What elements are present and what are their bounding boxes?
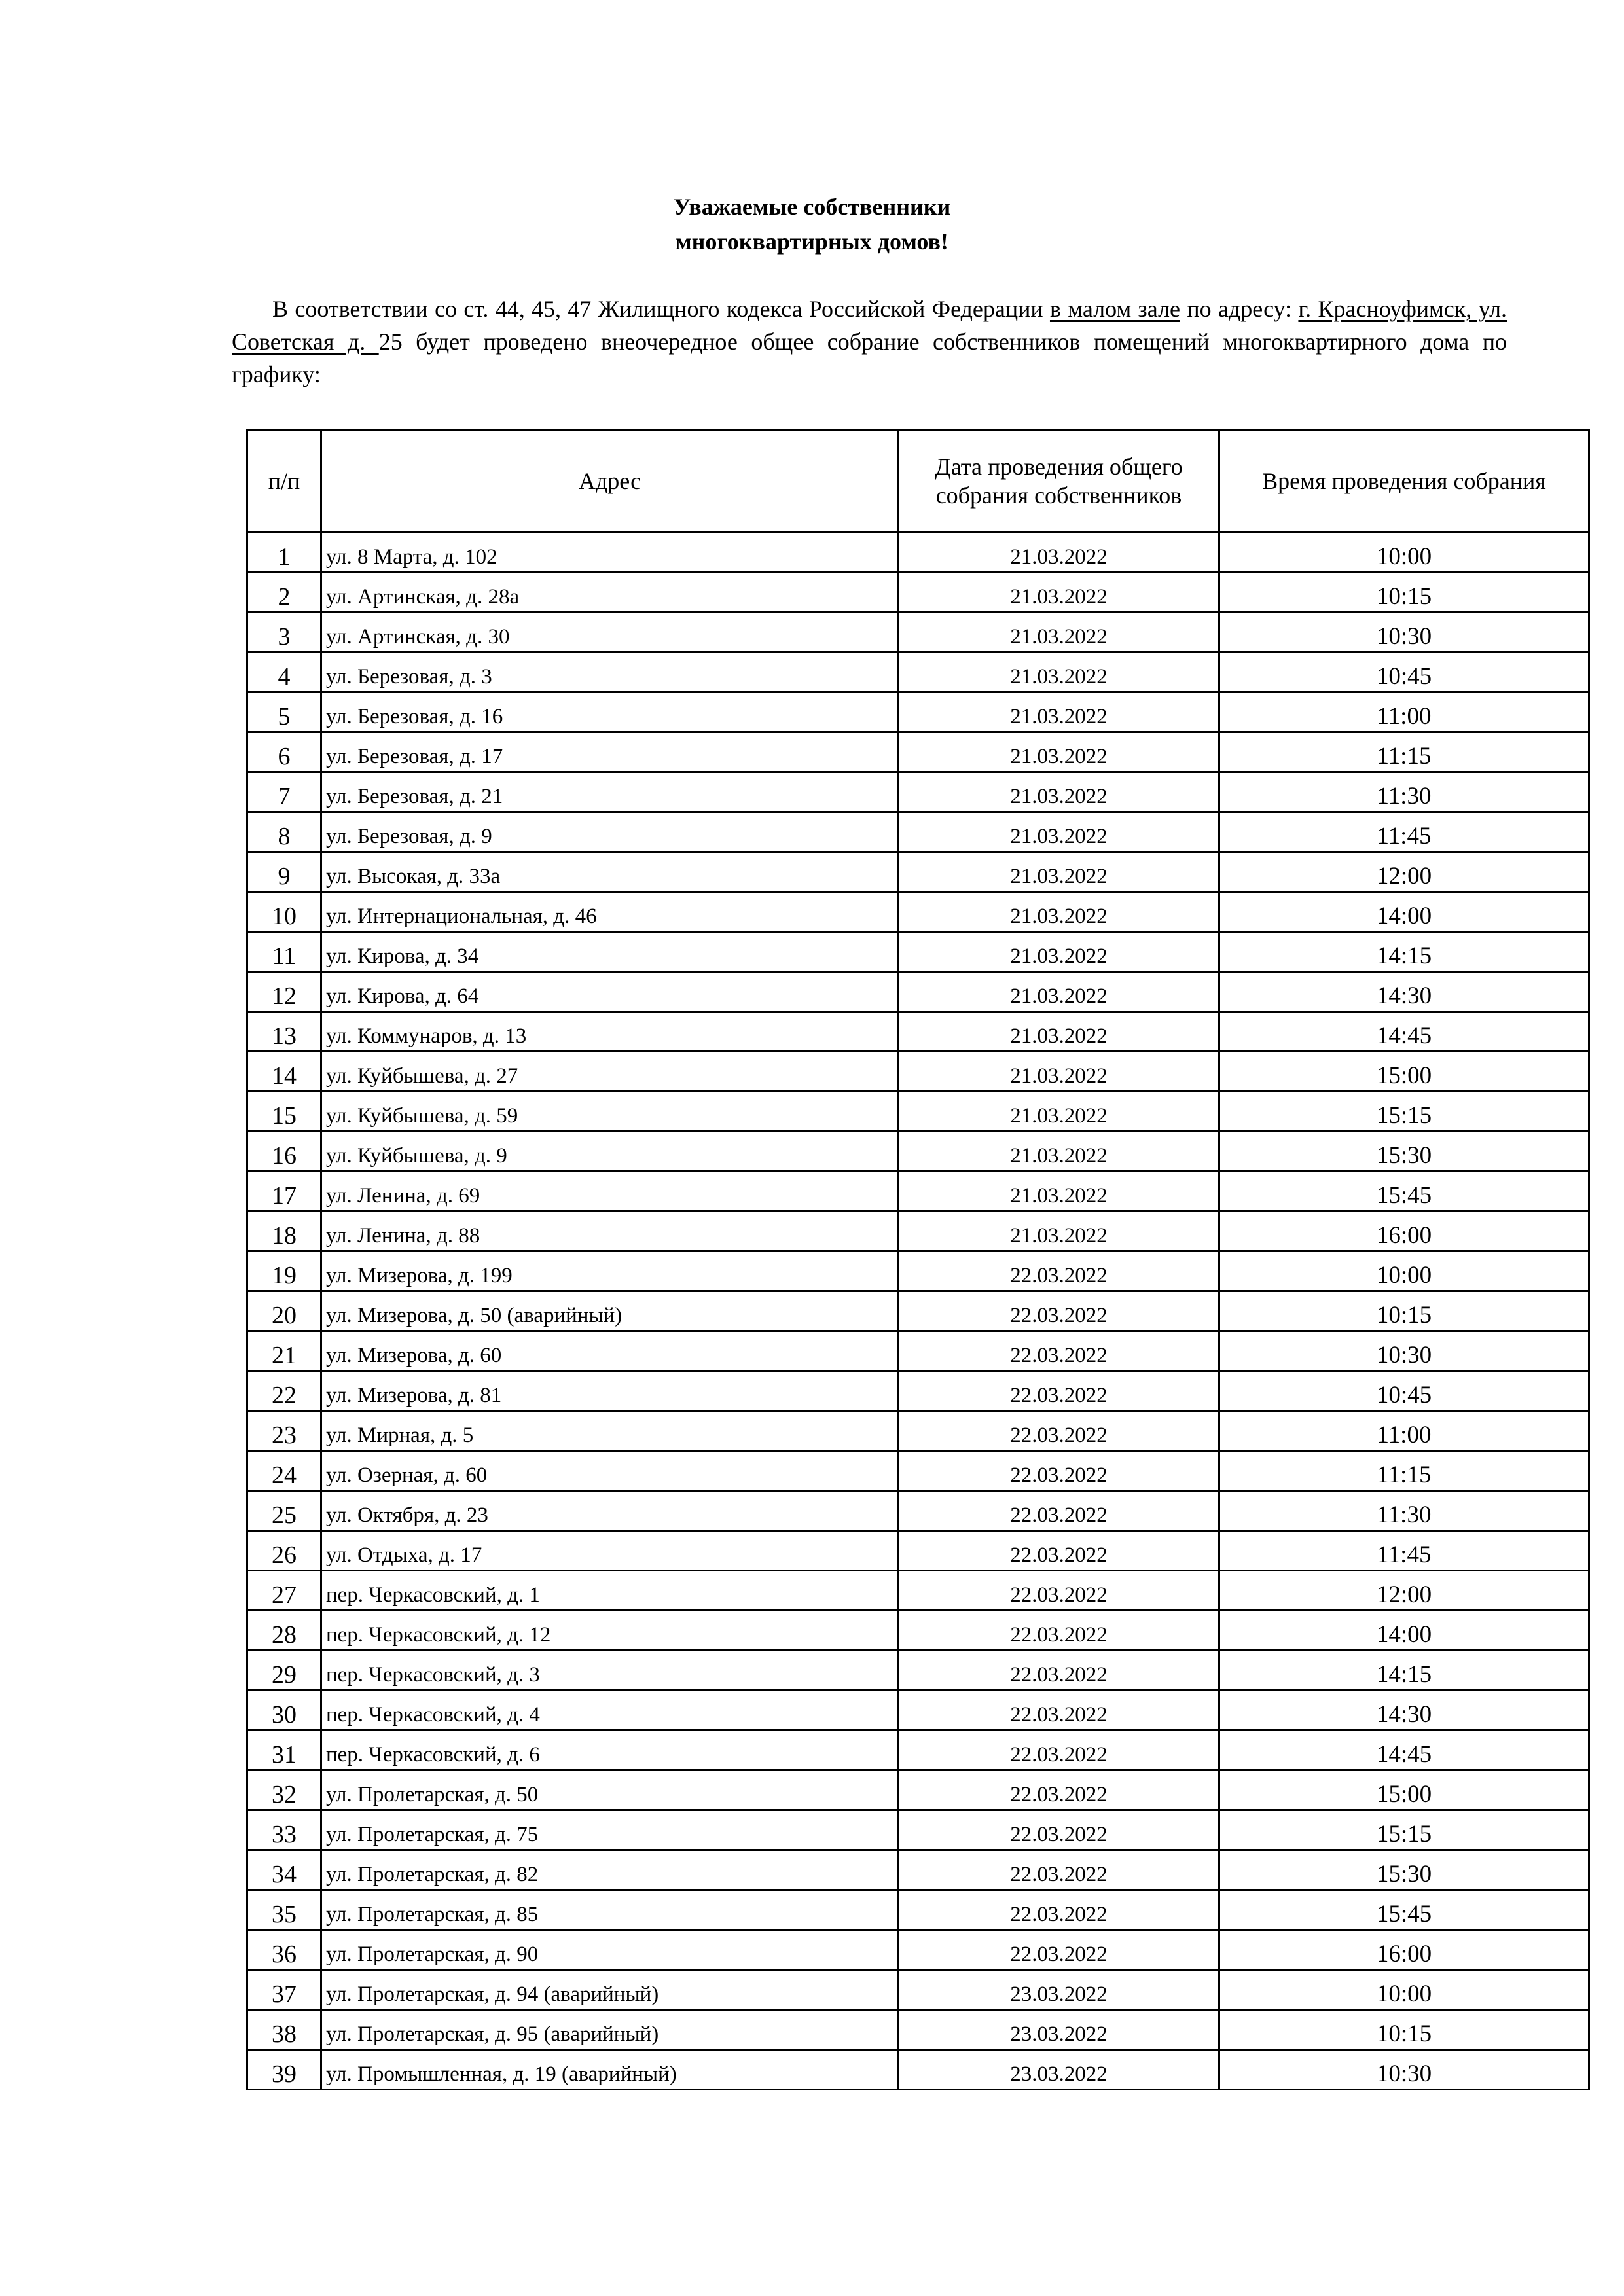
row-time: 14:45 [1219, 1012, 1589, 1052]
row-time: 10:45 [1219, 653, 1589, 692]
table-row [247, 1531, 1589, 1571]
row-number: 1 [247, 533, 321, 573]
row-time: 10:00 [1219, 1970, 1589, 2010]
row-time: 15:45 [1219, 1172, 1589, 1211]
table-row [247, 1611, 1589, 1651]
row-number: 20 [247, 1291, 321, 1331]
table-row [247, 1491, 1589, 1531]
row-address: ул. Отдыха, д. 17 [321, 1531, 899, 1571]
row-number: 4 [247, 653, 321, 692]
header-number: п/п [247, 430, 321, 533]
row-number: 13 [247, 1012, 321, 1052]
row-date: 21.03.2022 [899, 932, 1219, 972]
row-address: ул. Мизерова, д. 199 [321, 1251, 899, 1291]
row-address: ул. Ленина, д. 88 [321, 1211, 899, 1251]
row-date: 21.03.2022 [899, 732, 1219, 772]
row-address: пер. Черкасовский, д. 4 [321, 1691, 899, 1731]
row-date: 22.03.2022 [899, 1611, 1219, 1651]
row-time: 12:00 [1219, 1571, 1589, 1611]
row-date: 21.03.2022 [899, 852, 1219, 892]
row-date: 23.03.2022 [899, 1970, 1219, 2010]
intro-text-2: по адресу: [1180, 296, 1299, 322]
table-row [247, 1052, 1589, 1092]
row-time: 14:45 [1219, 1731, 1589, 1770]
row-date: 22.03.2022 [899, 1850, 1219, 1890]
table-row [247, 1132, 1589, 1172]
row-date: 21.03.2022 [899, 692, 1219, 732]
row-time: 10:15 [1219, 573, 1589, 613]
row-number: 7 [247, 772, 321, 812]
row-address: ул. Куйбышева, д. 59 [321, 1092, 899, 1132]
row-time: 11:15 [1219, 1451, 1589, 1491]
row-number: 6 [247, 732, 321, 772]
table-row [247, 1731, 1589, 1770]
row-address: ул. Пролетарская, д. 94 (аварийный) [321, 1970, 899, 2010]
row-number: 32 [247, 1770, 321, 1810]
row-address: ул. Кирова, д. 64 [321, 972, 899, 1012]
table-row [247, 1691, 1589, 1731]
row-time: 12:00 [1219, 852, 1589, 892]
table-row [247, 533, 1589, 573]
header-time: Время проведения собрания [1219, 430, 1589, 533]
intro-text-1: В соответствии со ст. 44, 45, 47 Жилищного кодекса Российской Федерации [272, 296, 1050, 322]
row-number: 27 [247, 1571, 321, 1611]
title-line-2: многоквартирных домов! [676, 228, 948, 255]
row-time: 15:15 [1219, 1810, 1589, 1850]
row-address: ул. Пролетарская, д. 75 [321, 1810, 899, 1850]
intro-paragraph [232, 293, 1507, 391]
table-row [247, 1371, 1589, 1411]
row-address: ул. Мизерова, д. 81 [321, 1371, 899, 1411]
row-time: 10:15 [1219, 2010, 1589, 2050]
meeting-address: г. Красноуфимск, ул. Советская д. [232, 296, 1507, 355]
row-time: 11:45 [1219, 812, 1589, 852]
table-row [247, 892, 1589, 932]
row-number: 8 [247, 812, 321, 852]
row-time: 16:00 [1219, 1211, 1589, 1251]
row-address: ул. Озерная, д. 60 [321, 1451, 899, 1491]
row-date: 21.03.2022 [899, 1012, 1219, 1052]
row-number: 5 [247, 692, 321, 732]
row-address: ул. Артинская, д. 28а [321, 573, 899, 613]
table-row [247, 613, 1589, 653]
table-row [247, 932, 1589, 972]
row-time: 15:45 [1219, 1890, 1589, 1930]
row-date: 22.03.2022 [899, 1411, 1219, 1451]
row-time: 14:00 [1219, 892, 1589, 932]
row-number: 29 [247, 1651, 321, 1691]
row-address: ул. Березовая, д. 21 [321, 772, 899, 812]
row-date: 21.03.2022 [899, 573, 1219, 613]
row-date: 22.03.2022 [899, 1251, 1219, 1291]
row-address: ул. Пролетарская, д. 90 [321, 1930, 899, 1970]
row-number: 35 [247, 1890, 321, 1930]
row-time: 14:15 [1219, 1651, 1589, 1691]
table-row [247, 1850, 1589, 1890]
row-date: 21.03.2022 [899, 653, 1219, 692]
row-number: 39 [247, 2050, 321, 2090]
row-date: 21.03.2022 [899, 1052, 1219, 1092]
row-number: 30 [247, 1691, 321, 1731]
row-date: 22.03.2022 [899, 1371, 1219, 1411]
table-row [247, 812, 1589, 852]
table-row [247, 1092, 1589, 1132]
row-number: 22 [247, 1371, 321, 1411]
title-line-1: Уважаемые собственники [673, 194, 951, 220]
row-address: ул. Березовая, д. 17 [321, 732, 899, 772]
row-number: 19 [247, 1251, 321, 1291]
table-row [247, 1411, 1589, 1451]
row-date: 22.03.2022 [899, 1291, 1219, 1331]
table-row [247, 852, 1589, 892]
header-address: Адрес [321, 430, 899, 533]
row-time: 14:30 [1219, 972, 1589, 1012]
row-address: ул. Пролетарская, д. 95 (аварийный) [321, 2010, 899, 2050]
row-time: 14:15 [1219, 932, 1589, 972]
row-date: 23.03.2022 [899, 2050, 1219, 2090]
header-date: Дата проведения общего собрания собственников [899, 430, 1219, 533]
row-date: 22.03.2022 [899, 1810, 1219, 1850]
row-date: 22.03.2022 [899, 1770, 1219, 1810]
row-date: 21.03.2022 [899, 972, 1219, 1012]
row-time: 10:00 [1219, 533, 1589, 573]
table-row [247, 1291, 1589, 1331]
row-date: 22.03.2022 [899, 1331, 1219, 1371]
row-date: 22.03.2022 [899, 1731, 1219, 1770]
row-date: 22.03.2022 [899, 1651, 1219, 1691]
table-row [247, 1211, 1589, 1251]
row-time: 11:45 [1219, 1531, 1589, 1571]
row-date: 21.03.2022 [899, 772, 1219, 812]
row-number: 38 [247, 2010, 321, 2050]
row-time: 14:30 [1219, 1691, 1589, 1731]
row-date: 22.03.2022 [899, 1930, 1219, 1970]
row-number: 24 [247, 1451, 321, 1491]
table-row [247, 573, 1589, 613]
table-header-row [247, 430, 1589, 533]
row-number: 26 [247, 1531, 321, 1571]
row-number: 28 [247, 1611, 321, 1651]
row-address: ул. Кирова, д. 34 [321, 932, 899, 972]
row-number: 36 [247, 1930, 321, 1970]
row-number: 21 [247, 1331, 321, 1371]
row-date: 21.03.2022 [899, 613, 1219, 653]
row-address: ул. Куйбышева, д. 9 [321, 1132, 899, 1172]
row-date: 22.03.2022 [899, 1491, 1219, 1531]
row-date: 21.03.2022 [899, 1132, 1219, 1172]
row-time: 11:00 [1219, 1411, 1589, 1451]
row-date: 21.03.2022 [899, 812, 1219, 852]
row-number: 25 [247, 1491, 321, 1531]
table-row [247, 1251, 1589, 1291]
row-number: 18 [247, 1211, 321, 1251]
table-row [247, 1012, 1589, 1052]
page-title [0, 190, 1624, 259]
intro-text-3: 25 будет проведено внеочередное общее собрание собственников помещений многоквартирного дома по графику: [232, 329, 1507, 387]
table-row [247, 1451, 1589, 1491]
row-time: 11:00 [1219, 692, 1589, 732]
row-time: 10:45 [1219, 1371, 1589, 1411]
row-number: 2 [247, 573, 321, 613]
row-time: 10:15 [1219, 1291, 1589, 1331]
meeting-schedule-table [246, 429, 1590, 2090]
table-row [247, 653, 1589, 692]
row-date: 21.03.2022 [899, 1172, 1219, 1211]
row-address: ул. 8 Марта, д. 102 [321, 533, 899, 573]
table-row [247, 1930, 1589, 1970]
row-time: 15:30 [1219, 1850, 1589, 1890]
row-address: ул. Пролетарская, д. 82 [321, 1850, 899, 1890]
row-address: пер. Черкасовский, д. 6 [321, 1731, 899, 1770]
row-date: 22.03.2022 [899, 1571, 1219, 1611]
row-time: 10:30 [1219, 1331, 1589, 1371]
row-time: 16:00 [1219, 1930, 1589, 1970]
row-date: 22.03.2022 [899, 1531, 1219, 1571]
table-row [247, 1651, 1589, 1691]
row-time: 10:30 [1219, 2050, 1589, 2090]
row-number: 31 [247, 1731, 321, 1770]
table-row [247, 972, 1589, 1012]
row-time: 11:30 [1219, 1491, 1589, 1531]
table-row [247, 1571, 1589, 1611]
row-number: 3 [247, 613, 321, 653]
row-number: 37 [247, 1970, 321, 2010]
row-time: 15:30 [1219, 1132, 1589, 1172]
row-date: 23.03.2022 [899, 2010, 1219, 2050]
table-row [247, 1331, 1589, 1371]
row-address: ул. Интернациональная, д. 46 [321, 892, 899, 932]
row-number: 14 [247, 1052, 321, 1092]
table-row [247, 1970, 1589, 2010]
row-address: ул. Березовая, д. 9 [321, 812, 899, 852]
row-address: пер. Черкасовский, д. 12 [321, 1611, 899, 1651]
table-body [247, 533, 1589, 2090]
row-address: пер. Черкасовский, д. 1 [321, 1571, 899, 1611]
table-row [247, 1810, 1589, 1850]
row-time: 10:00 [1219, 1251, 1589, 1291]
row-time: 15:00 [1219, 1770, 1589, 1810]
row-number: 9 [247, 852, 321, 892]
row-address: ул. Мизерова, д. 50 (аварийный) [321, 1291, 899, 1331]
meeting-venue: в малом зале [1049, 296, 1180, 322]
table-row [247, 2010, 1589, 2050]
row-number: 34 [247, 1850, 321, 1890]
row-address: ул. Березовая, д. 3 [321, 653, 899, 692]
row-address: ул. Коммунаров, д. 13 [321, 1012, 899, 1052]
row-number: 17 [247, 1172, 321, 1211]
row-address: ул. Октября, д. 23 [321, 1491, 899, 1531]
row-time: 14:00 [1219, 1611, 1589, 1651]
table-row [247, 1172, 1589, 1211]
row-date: 21.03.2022 [899, 1211, 1219, 1251]
row-date: 22.03.2022 [899, 1890, 1219, 1930]
table-row [247, 692, 1589, 732]
row-date: 21.03.2022 [899, 533, 1219, 573]
row-time: 15:15 [1219, 1092, 1589, 1132]
row-address: пер. Черкасовский, д. 3 [321, 1651, 899, 1691]
row-address: ул. Артинская, д. 30 [321, 613, 899, 653]
table-row [247, 1770, 1589, 1810]
row-number: 10 [247, 892, 321, 932]
row-number: 23 [247, 1411, 321, 1451]
row-date: 21.03.2022 [899, 892, 1219, 932]
row-address: ул. Промышленная, д. 19 (аварийный) [321, 2050, 899, 2090]
table-row [247, 772, 1589, 812]
row-number: 33 [247, 1810, 321, 1850]
row-number: 11 [247, 932, 321, 972]
row-number: 15 [247, 1092, 321, 1132]
row-number: 12 [247, 972, 321, 1012]
row-address: ул. Пролетарская, д. 50 [321, 1770, 899, 1810]
row-time: 11:30 [1219, 772, 1589, 812]
row-time: 11:15 [1219, 732, 1589, 772]
table-row [247, 1890, 1589, 1930]
row-address: ул. Высокая, д. 33а [321, 852, 899, 892]
row-address: ул. Ленина, д. 69 [321, 1172, 899, 1211]
table-row [247, 2050, 1589, 2090]
row-number: 16 [247, 1132, 321, 1172]
row-time: 15:00 [1219, 1052, 1589, 1092]
row-address: ул. Куйбышева, д. 27 [321, 1052, 899, 1092]
table-row [247, 732, 1589, 772]
row-date: 21.03.2022 [899, 1092, 1219, 1132]
row-date: 22.03.2022 [899, 1691, 1219, 1731]
row-address: ул. Пролетарская, д. 85 [321, 1890, 899, 1930]
row-address: ул. Мирная, д. 5 [321, 1411, 899, 1451]
row-time: 10:30 [1219, 613, 1589, 653]
row-address: ул. Мизерова, д. 60 [321, 1331, 899, 1371]
row-address: ул. Березовая, д. 16 [321, 692, 899, 732]
row-date: 22.03.2022 [899, 1451, 1219, 1491]
